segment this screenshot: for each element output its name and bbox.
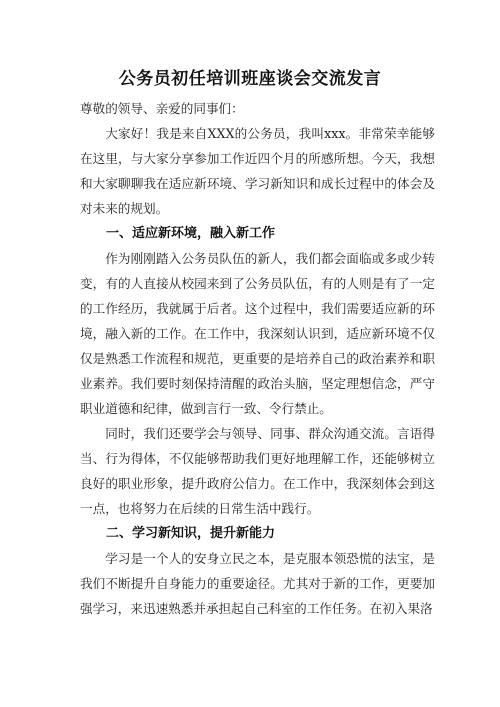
paragraph-communicate: 同时，我们还要学会与领导、同事、群众沟通交流。言语得当、行为得体，不仅能够帮助我们更好地理解工作，还能够树立良好的职业形象，提升政府公信力。在工作中，我深刻体会到这一点，也将努力在后续的日常生活中践行。 <box>80 426 435 516</box>
section-heading-1: 一、适应新环境，融入新工作 <box>106 226 276 241</box>
paragraph-adapt: 作为刚刚踏入公务员队伍的新人，我们都会面临或多或少转变，有的人直接从校园来到了公务员队伍，有的人则是有了一定的工作经历，我就属于后者。这个过程中，我们需要适应新的环境，融入新的工作。在工作中，我深刻认识到，适应新环境不仅仅是熟悉工作流程和规范，更重要的是培养自己的政治素养和职业素养。我们要时刻保持清醒的政治头脑，坚定理想信念，严守职业道德和纪律，做到言行一致、令行禁止。 <box>80 251 435 416</box>
salutation: 尊敬的领导、亲爱的同事们： <box>80 101 244 116</box>
paragraph-learning: 学习是一个人的安身立民之本，是克服本领恐慌的法宝，是我们不断提升自身能力的重要途径。尤其对于新的工作，更要加强学习，来迅速熟悉并承担起自己科室的工作任务。在初入果洛 <box>80 551 435 616</box>
section-heading-2: 二、学习新知识，提升新能力 <box>106 526 276 541</box>
document-title: 公务员初任培训班座谈会交流发言 <box>118 69 382 89</box>
paragraph-intro: 大家好！我是来自XXX的公务员，我叫xxx。非常荣幸能够在这里，与大家分享参加工作近四个月的所感所想。今天，我想和大家聊聊我在适应新环境、学习新知识和成长过程中的体会及对未来的规划。 <box>80 126 435 216</box>
document-body <box>80 96 435 621</box>
